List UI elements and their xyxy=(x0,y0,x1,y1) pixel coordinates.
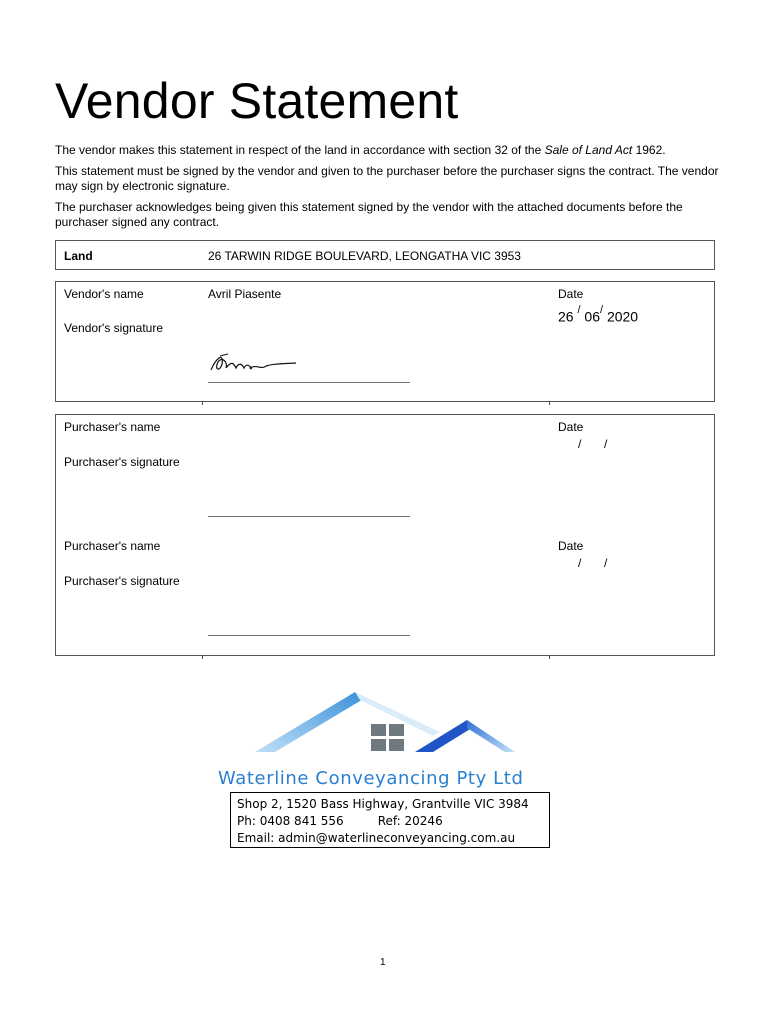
company-address: Shop 2, 1520 Bass Highway, Grantville VIC 3984 xyxy=(237,797,529,811)
company-contact-box xyxy=(230,792,550,848)
purchaser-2-date-slash-1: / xyxy=(578,556,582,570)
company-ref: Ref: 20246 xyxy=(377,814,443,828)
land-label: Land xyxy=(64,249,93,263)
vendor-signature-label: Vendor's signature xyxy=(64,321,164,335)
purchaser-1-date-slash-1: / xyxy=(578,437,582,451)
intro-paragraph-3: The purchaser acknowledges being given this statement signed by the vendor with the attached documents before the purchaser signed any contract. xyxy=(55,200,683,229)
purchaser-2-signature-line xyxy=(208,635,410,636)
purchaser-1-signature-line xyxy=(208,516,410,517)
vendor-signature-image xyxy=(206,350,306,376)
purchaser-2-signature-label: Purchaser's signature xyxy=(64,574,180,588)
page-title: Vendor Statement xyxy=(55,73,459,129)
vendor-date-value: 26 / 06/ 2020 xyxy=(558,304,639,325)
vendor-name-label: Vendor's name xyxy=(64,287,144,301)
vendor-date-label: Date xyxy=(558,287,584,301)
purchaser-2-date-slash-2: / xyxy=(604,556,608,570)
purchaser-1-name-label: Purchaser's name xyxy=(64,420,161,434)
land-address: 26 TARWIN RIDGE BOULEVARD, LEONGATHA VIC 3953 xyxy=(208,249,521,263)
vendor-signature-line xyxy=(208,382,410,383)
vendor-section xyxy=(55,281,715,402)
purchasers-section xyxy=(55,414,715,656)
purchaser-1-signature-label: Purchaser's signature xyxy=(64,455,180,469)
purchaser-2-date-label: Date xyxy=(558,539,584,553)
intro-paragraph-2: This statement must be signed by the vendor and given to the purchaser before the purchaser signs the contract. The vendor may sign by electronic signature. xyxy=(55,164,719,193)
purchaser-2-name-label: Purchaser's name xyxy=(64,539,161,553)
page-number: 1 xyxy=(380,957,386,968)
purchaser-1-date-label: Date xyxy=(558,420,584,434)
intro-paragraph-1: The vendor makes this statement in respect of the land in accordance with section 32 of the Sale of Land Act 1962. xyxy=(55,143,666,157)
purchaser-1-date-slash-2: / xyxy=(604,437,608,451)
company-phone: Ph: 0408 841 556 xyxy=(237,814,344,828)
company-phone-ref xyxy=(237,813,543,830)
company-name: Waterline Conveyancing Pty Ltd xyxy=(218,768,524,789)
company-email: Email: admin@waterlineconveyancing.com.au xyxy=(237,831,516,845)
land-section xyxy=(55,240,715,270)
vendor-name-value: Avril Piasente xyxy=(208,287,282,301)
